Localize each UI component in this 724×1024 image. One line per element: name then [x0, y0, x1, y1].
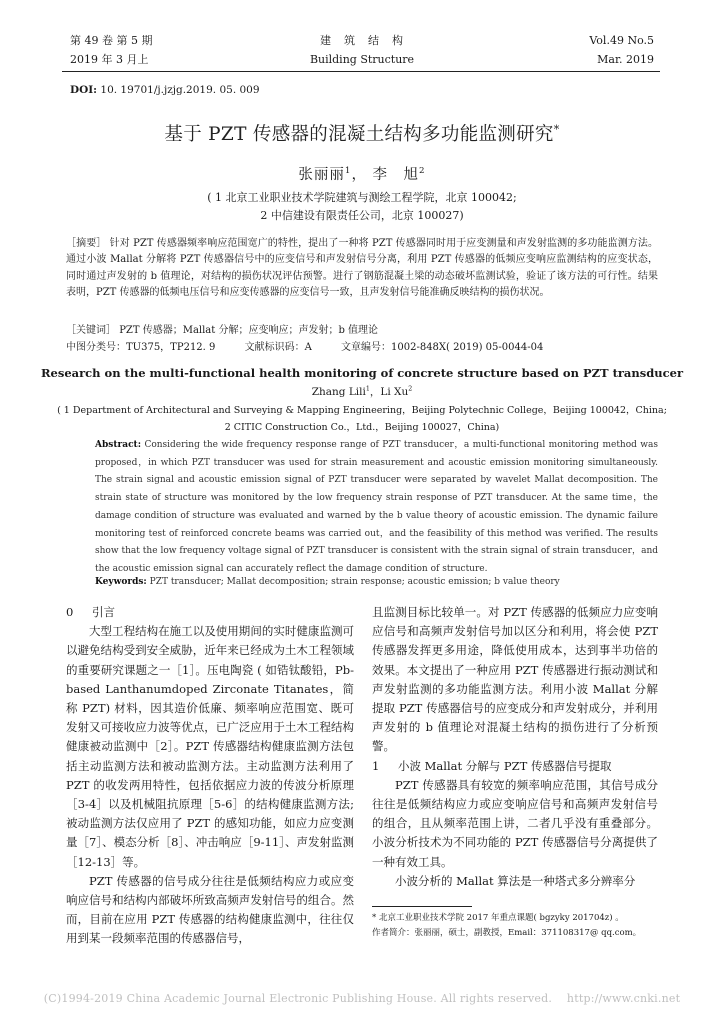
english-author-line	[0, 384, 724, 399]
article-no-value: 1002-848X( 2019) 05-0044-04	[391, 342, 544, 353]
classification-line	[66, 338, 658, 353]
abstract-cn	[66, 236, 658, 301]
header-journal-en: Building Structure	[309, 53, 415, 66]
clc-label: 中图分类号：	[66, 342, 126, 353]
english-keywords-label: Keywords:	[95, 577, 147, 587]
english-affil-mark: 1	[365, 385, 370, 393]
author-name: 李 旭	[372, 167, 420, 183]
body-paragraph: 且监测目标比较单一。对 PZT 传感器的低频应力应变响应信号和高频声发射信号加以区分和利用，将会使 PZT 传感器发挥更多用途，降低使用成本，达到事半功倍的效果。本文提出了一种应用 PZT 传感器进行振动测试和声发射监测的多功能监测方法。利用小波 Mallat 分解提取 PZT 传感器信号的应变成分和声发射成分，并利用声发射的 b 值理论对混凝土结构的损伤进行了分析预警。	[372, 605, 658, 754]
header-date: 2019 年 3 月上	[70, 53, 149, 66]
header-journal-cn: 建 筑 结 构	[320, 34, 404, 47]
doi-link[interactable]: 10. 19701/j.jzjg.2019. 05. 009	[100, 84, 260, 96]
english-keywords-text: PZT transducer; Mallat decomposition; strain response; acoustic emission; b value theory	[149, 577, 560, 587]
clc-value: TU375，TP212. 9	[126, 342, 216, 353]
body-right-column	[372, 603, 658, 891]
footnote-rule	[372, 906, 472, 907]
english-author-name: Li Xu	[380, 386, 409, 398]
english-abstract	[95, 437, 658, 579]
body-paragraph: 大型工程结构在施工以及使用期间的实时健康监测可以避免结构受到安全威胁，近年来已经成为土木工程领域的重要研究课题之一［1］。压电陶瓷 ( 如锆钛酸铅，Pb-based Lanthanumdoped Zirconate Titanates，简称 PZT) 材料，因其造价低廉、频率响应范围宽、既可发射又可接收应力波等优点，已广泛应用于土木工程结构健康被动监测中［2］。PZT 传感器结构健康监测方法包括主动监测方法和被动监测方法。主动监测方法利用了 PZT 的收发两用特性，包括依据应力波的传波分析原理［3-4］以及机械阻抗原理［5-6］的结构健康监测方法; 被动监测方法仅应用了 PZT 的感知功能，如应力应变测量［7］、模态分析［8］、冲击响应［9-11］、声发射监测［12-13］等。	[66, 624, 354, 869]
header-rule	[62, 71, 660, 72]
keywords-cn	[66, 321, 378, 336]
abstract-label: ［摘要］	[66, 238, 107, 249]
author-separator: ，	[351, 167, 367, 183]
english-author-separator: ，	[369, 386, 381, 398]
copyright-line: (C)1994-2019 China Academic Journal Electronic Publishing House. All rights reserved. http://www.cnki.net	[43, 992, 681, 1005]
affiliation-line: ( 1 北京工业职业技术学院建筑与测绘工程学院，北京 100042;	[207, 191, 517, 204]
keywords-text: PZT 传感器；Mallat 分解；应变响应；声发射；b 值理论	[119, 325, 379, 336]
paper-title	[0, 120, 724, 146]
paper-title-text: 基于 PZT 传感器的混凝土结构多功能监测研究	[164, 124, 554, 145]
section-heading	[372, 757, 658, 776]
header-volume-issue: 第 49 卷 第 5 期	[70, 34, 153, 47]
doi-line	[70, 84, 260, 96]
body-left-column	[66, 603, 354, 949]
section-title: 小波 Mallat 分解与 PZT 传感器信号提取	[398, 758, 612, 773]
section-number: 0	[66, 605, 74, 619]
section-heading	[66, 603, 354, 622]
title-footnote-mark: *	[553, 122, 560, 136]
section-title: 引言	[92, 605, 115, 619]
header-date-en: Mar. 2019	[597, 53, 654, 66]
author-affil-mark: 2	[419, 166, 426, 177]
article-no-label: 文章编号：	[341, 342, 391, 353]
english-author-name: Zhang Lili	[311, 386, 366, 398]
body-paragraph: 小波分析的 Mallat 算法是一种塔式多分辨率分	[395, 873, 636, 888]
author-name: 张丽丽	[298, 167, 345, 183]
body-paragraph: PZT 传感器具有较宽的频率响应范围，其信号成分往往是低频结构应力或应变响应信号和高频声发射信号的组合，且从频率范围上讲，二者几乎没有重叠部分。小波分析技术为不同功能的 PZT 传感器信号分离提供了一种有效工具。	[372, 777, 658, 869]
author-affil-mark: 1	[344, 166, 352, 177]
english-keywords	[95, 577, 658, 587]
footnote-funding: * 北京工业职业技术学院 2017 年重点课题( bgzyky 201704z) 。	[372, 913, 624, 923]
doi-label: DOI:	[70, 84, 98, 96]
doc-code-label: 文献标识码：	[244, 342, 305, 353]
section-number: 1	[372, 758, 380, 773]
english-affil-mark: 2	[408, 385, 413, 393]
english-abstract-label: Abstract:	[95, 440, 142, 450]
header-volume-en: Vol.49 No.5	[589, 34, 654, 47]
english-title: Research on the multi-functional health monitoring of concrete structure based on PZT transducer	[40, 366, 684, 380]
affiliation-line: 2 中信建设有限责任公司，北京 100027)	[260, 209, 464, 222]
english-affiliation-line: 2 CITIC Construction Co.，Ltd.，Beijing 100027，China)	[224, 422, 500, 433]
body-paragraph: PZT 传感器的信号成分往往是低频结构应力或应变响应信号和结构内部破坏所致高频声发射信号的组合。然而，目前在应用 PZT 传感器的结构健康监测中，往往仅用到某一段频率范围的传感器信号，	[66, 873, 354, 946]
abstract-text: 针对 PZT 传感器频率响应范围宽广的特性，提出了一种将 PZT 传感器同时用于应变测量和声发射监测的多功能监测方法。通过小波 Mallat 分解将 PZT 传感器信号中的应变信号和声发射信号分离，利用 PZT 传感器的低频应变响应监测结构的应变状态，同时通过声发射的 b 值理论，对结构的损伤状况评估预警。进行了钢筋混凝土梁的动态破坏监测试验，验证了该方法的可行性。结果表明，PZT 传感器的低频电压信号和应变传感器的应变信号一致，且声发射信号能准确反映结构的损伤状况。	[66, 238, 658, 298]
english-affiliation-line: ( 1 Department of Architectural and Surveying & Mapping Engineering，Beijing Polytechnic College，Beijing 100042，China;	[57, 405, 667, 416]
keywords-label: ［关键词］	[66, 325, 116, 336]
author-line	[0, 163, 724, 184]
english-abstract-text: Considering the wide frequency response range of PZT transducer，a multi-functional monitoring method was proposed，in which PZT transducer was used for strain measurement and acoustic emission monitoring simultaneously. The strain signal and acoustic emission signal of PZT transducer were separated by wavelet Mallat decomposition. The strain state of structure was monitored by the low frequency strain response of PZT transducer. At the same time，the damage condition of structure was evaluated and warned by the b value theory of acoustic emission. The dynamic failure monitoring test of reinforced concrete beams was carried out，and the feasibility of this method was verified. The results show that the low frequency voltage signal of PZT transducer is consistent with the strain signal of strain transducer，and the acoustic emission signal can accurately reflect the damage condition of structure.	[95, 440, 658, 574]
footnote-author-info: 作者简介：张丽丽，硕士，副教授，Email：371108317@ qq.com。	[372, 928, 642, 938]
doc-code-value: A	[304, 342, 312, 353]
